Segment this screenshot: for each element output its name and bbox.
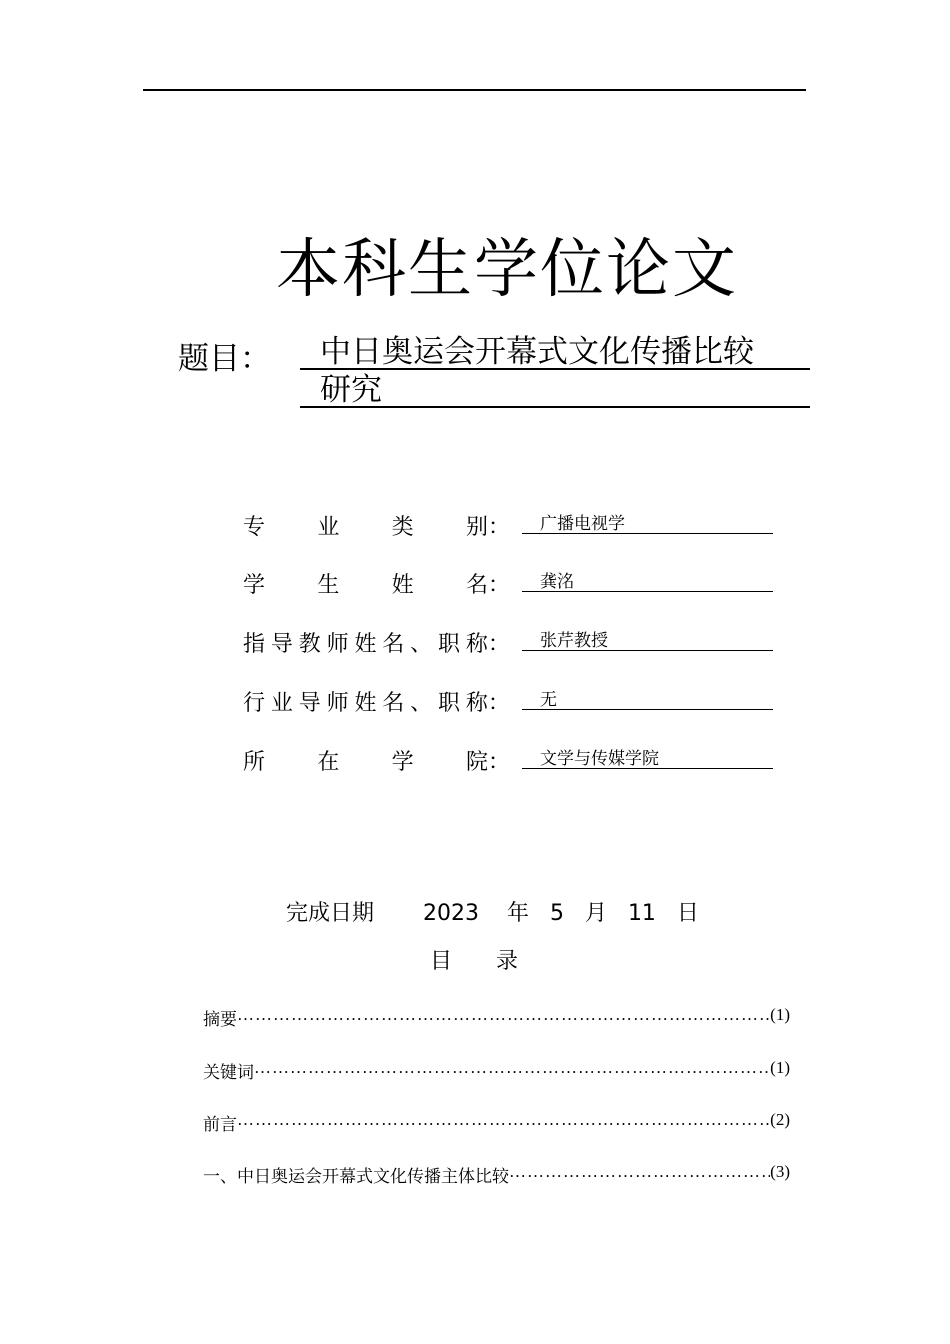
document-heading: 本科生学位论文 bbox=[276, 233, 738, 307]
toc-entry-page: (1) bbox=[770, 1058, 790, 1077]
field-label-char: 职 bbox=[438, 691, 461, 716]
toc-entry-text: 关键词 bbox=[203, 1063, 254, 1082]
field-value: 张芹教授 bbox=[522, 623, 773, 651]
field-label bbox=[243, 627, 510, 658]
field-label-char: 称： bbox=[465, 691, 510, 716]
field-label bbox=[243, 510, 510, 541]
date-month-unit: 月 bbox=[584, 901, 607, 926]
toc-leader-dots bbox=[237, 1005, 770, 1030]
field-label-char: 所 bbox=[243, 750, 266, 775]
title-line-2: 研究 bbox=[300, 372, 810, 408]
field-label-char: 称： bbox=[465, 632, 510, 657]
header-rule bbox=[143, 89, 806, 91]
toc-title: 目 录 bbox=[430, 949, 519, 974]
field-label-char: 指 bbox=[243, 632, 266, 657]
field-label-char: 名 bbox=[382, 632, 405, 657]
field-label bbox=[243, 745, 510, 776]
title-line-1: 中日奥运会开幕式文化传播比较 bbox=[300, 334, 810, 370]
toc-entry-text: 一、中日奥运会开幕式文化传播主体比较 bbox=[203, 1167, 509, 1186]
date-day-unit: 日 bbox=[676, 901, 699, 926]
field-label-char: 名： bbox=[465, 573, 510, 598]
toc-entry-page: (2) bbox=[770, 1110, 790, 1129]
toc-entry[interactable] bbox=[203, 1058, 790, 1083]
field-label-char: 学 bbox=[391, 750, 414, 775]
field-label-char: 师 bbox=[326, 691, 349, 716]
field-label-char: 类 bbox=[391, 515, 414, 540]
form-field-row bbox=[243, 564, 763, 598]
field-label-char: 院： bbox=[465, 750, 510, 775]
date-day: 11 bbox=[627, 901, 656, 926]
field-label bbox=[243, 686, 510, 717]
toc-leader-dots bbox=[509, 1162, 770, 1187]
field-label-char: 职 bbox=[438, 632, 461, 657]
form-field-row bbox=[243, 623, 763, 657]
toc-entry-text: 摘要 bbox=[203, 1010, 237, 1029]
field-label-char: 师 bbox=[326, 632, 349, 657]
field-label-char: 、 bbox=[410, 691, 433, 716]
title-label: 题目： bbox=[178, 341, 271, 377]
field-label-char: 业 bbox=[270, 691, 293, 716]
toc-entry[interactable] bbox=[203, 1005, 790, 1030]
date-month: 5 bbox=[549, 901, 564, 926]
toc-entry-page: (3) bbox=[770, 1162, 790, 1181]
field-label-char: 别： bbox=[465, 515, 510, 540]
toc-leader-dots bbox=[237, 1110, 770, 1135]
field-value: 广播电视学 bbox=[522, 506, 773, 534]
date-label: 完成日期 bbox=[286, 901, 375, 926]
field-label-char: 教 bbox=[298, 632, 321, 657]
date-year-unit: 年 bbox=[506, 901, 529, 926]
form-field-row bbox=[243, 682, 763, 716]
field-label-char: 名 bbox=[382, 691, 405, 716]
field-label-char: 导 bbox=[270, 632, 293, 657]
field-label-char: 专 bbox=[243, 515, 266, 540]
toc-leader-dots bbox=[254, 1058, 770, 1083]
field-value: 无 bbox=[522, 682, 773, 710]
field-value: 龚洺 bbox=[522, 564, 773, 592]
completion-date bbox=[286, 896, 699, 927]
field-label-char: 业 bbox=[317, 515, 340, 540]
toc-entry[interactable] bbox=[203, 1162, 790, 1187]
toc-entry[interactable] bbox=[203, 1110, 790, 1135]
field-label-char: 学 bbox=[243, 573, 266, 598]
field-label-char: 姓 bbox=[391, 573, 414, 598]
field-label bbox=[243, 568, 510, 599]
field-value: 文学与传媒学院 bbox=[522, 741, 773, 769]
field-label-char: 在 bbox=[317, 750, 340, 775]
field-label-char: 、 bbox=[410, 632, 433, 657]
form-field-row bbox=[243, 741, 763, 775]
field-label-char: 导 bbox=[298, 691, 321, 716]
date-year: 2023 bbox=[422, 901, 479, 926]
field-label-char: 姓 bbox=[354, 691, 377, 716]
toc-entry-text: 前言 bbox=[203, 1115, 237, 1134]
field-label-char: 姓 bbox=[354, 632, 377, 657]
toc-entry-page: (1) bbox=[770, 1005, 790, 1024]
field-label-char: 生 bbox=[317, 573, 340, 598]
field-label-char: 行 bbox=[243, 691, 266, 716]
form-field-row bbox=[243, 506, 763, 540]
